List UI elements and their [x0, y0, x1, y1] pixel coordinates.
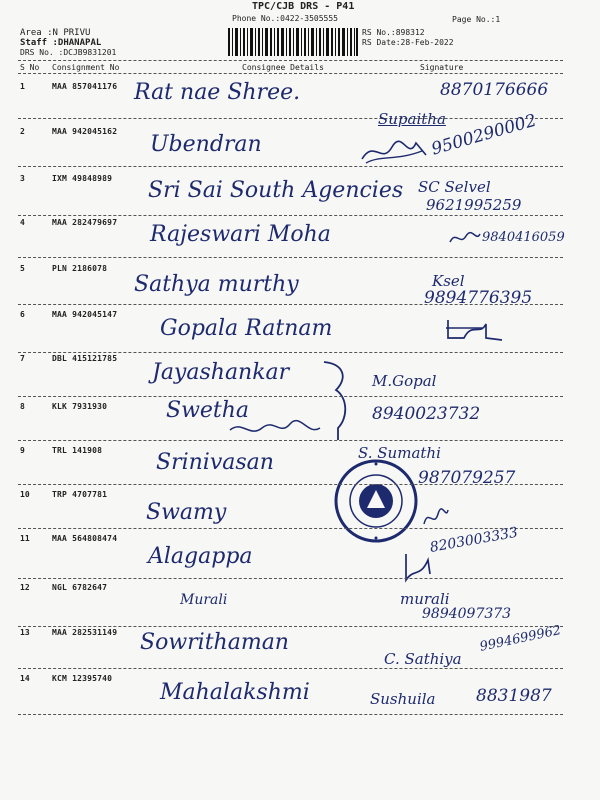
row-consignment: KCM 12395740: [52, 674, 113, 683]
row-divider: [18, 714, 563, 715]
row-sno: 13: [20, 628, 30, 637]
row-divider: [18, 626, 563, 627]
row-consignment: MAA 942045147: [52, 310, 118, 319]
row-consignment: KLK 7931930: [52, 402, 108, 411]
consignee-name: Sathya murthy: [134, 272, 299, 297]
staff-field: Staff :DHANAPAL: [20, 38, 102, 48]
rs-date: RS Date:28-Feb-2022: [362, 38, 454, 47]
phone-number: Phone No.:0422-3505555: [232, 14, 338, 23]
consignee-name: Ubendran: [150, 132, 262, 157]
barcode-image: [228, 28, 358, 56]
rs-number: RS No.:898312: [362, 28, 425, 37]
row-divider: [18, 257, 563, 258]
row-divider: [18, 440, 563, 441]
company-stamp-icon: [333, 458, 419, 544]
row-sno: 6: [20, 310, 25, 319]
area-field: Area :N PRIVU: [20, 28, 91, 38]
col-header-sno: S No: [20, 63, 40, 72]
receiver-phone: 9840416059: [482, 230, 565, 245]
receiver-phone: 8940023732: [372, 404, 481, 424]
row-divider: [18, 215, 563, 216]
row-consignment: IXM 49848989: [52, 174, 113, 183]
receiver-phone: 9621995259: [426, 196, 522, 214]
receiver-signature: M.Gopal: [372, 372, 437, 390]
row-sno: 8: [20, 402, 25, 411]
consignee-name: Murali: [180, 592, 228, 608]
row-divider: [18, 118, 563, 119]
receiver-signature: SC Selvel: [418, 178, 491, 196]
row-consignment: TRP 4707781: [52, 490, 108, 499]
row-consignment: PLN 2186078: [52, 264, 108, 273]
drs-number: DRS No. :DCJB9831201: [20, 48, 117, 57]
row-sno: 7: [20, 354, 25, 363]
consignee-name: Sri Sai South Agencies: [148, 178, 404, 203]
sheet-title: TPC/CJB DRS - P41: [252, 1, 355, 12]
consignee-name: Sowrithaman: [140, 630, 289, 655]
row-consignment: MAA 282479697: [52, 218, 118, 227]
consignee-name: Alagappa: [148, 544, 253, 569]
consignee-name: Gopala Ratnam: [160, 316, 333, 341]
receiver-phone: 987079257: [418, 468, 516, 488]
consignee-name: Swetha: [166, 398, 250, 423]
signature-scribble: [360, 135, 430, 167]
row-sno: 10: [20, 490, 30, 499]
row-sno: 11: [20, 534, 30, 543]
row-sno: 2: [20, 127, 25, 136]
row-divider: [18, 166, 563, 167]
receiver-phone: 9894097373: [422, 606, 512, 622]
row-divider: [18, 484, 563, 485]
receiver-phone: 9500290002: [429, 110, 539, 160]
row-consignment: TRL 141908: [52, 446, 103, 455]
consignee-name: Srinivasan: [156, 450, 274, 475]
receiver-signature: S. Sumathi: [358, 444, 441, 462]
consignee-name: Mahalakshmi: [160, 680, 310, 705]
signature-scribble: [442, 316, 504, 344]
col-header-consignment: Consignment No: [52, 63, 120, 72]
receiver-signature: Supaitha: [378, 110, 446, 128]
row-sno: 12: [20, 583, 30, 592]
row-sno: 14: [20, 674, 30, 683]
signature-scribble: [448, 228, 482, 248]
col-header-consignee: Consignee Details: [242, 63, 324, 72]
row-sno: 1: [20, 82, 25, 91]
col-header-signature: Signature: [420, 63, 464, 72]
row-sno: 9: [20, 446, 25, 455]
consignee-name: Rajeswari Moha: [150, 222, 331, 247]
row-sno: 5: [20, 264, 25, 273]
row-divider: [18, 578, 563, 579]
row-consignment: DBL 415121785: [52, 354, 118, 363]
row-sno: 4: [20, 218, 25, 227]
row-divider: [18, 528, 563, 529]
receiver-phone: 8203003333: [428, 524, 520, 556]
divider: [18, 73, 563, 74]
receiver-signature: C. Sathiya: [384, 650, 462, 668]
receiver-signature: Ksel: [432, 272, 465, 290]
receiver-phone: 9894776395: [424, 288, 533, 308]
divider: [18, 60, 563, 61]
row-consignment: MAA 282531149: [52, 628, 118, 637]
consignee-name: Rat nae Shree.: [134, 80, 301, 105]
signature-scribble: [228, 418, 322, 440]
row-consignment: NGL 6782647: [52, 583, 108, 592]
row-divider: [18, 668, 563, 669]
receiver-signature: murali: [400, 590, 450, 608]
signature-scribble: [420, 504, 450, 530]
consignee-name: Swamy: [146, 500, 227, 525]
consignee-name: Jayashankar: [152, 360, 290, 385]
receiver-signature: Sushuila: [370, 690, 436, 708]
row-divider: [18, 396, 563, 397]
receiver-phone: 9994699962: [478, 622, 563, 655]
signature-scribble: [400, 548, 434, 586]
row-consignment: MAA 564808474: [52, 534, 118, 543]
page-number: Page No.:1: [452, 15, 501, 24]
row-divider: [18, 304, 563, 305]
row-consignment: MAA 857041176: [52, 82, 118, 91]
receiver-phone: 8831987: [476, 686, 552, 706]
receiver-phone: 8870176666: [440, 80, 549, 100]
bracket-mark: [318, 358, 362, 444]
row-divider: [18, 352, 563, 353]
row-consignment: MAA 942045162: [52, 127, 118, 136]
row-sno: 3: [20, 174, 25, 183]
